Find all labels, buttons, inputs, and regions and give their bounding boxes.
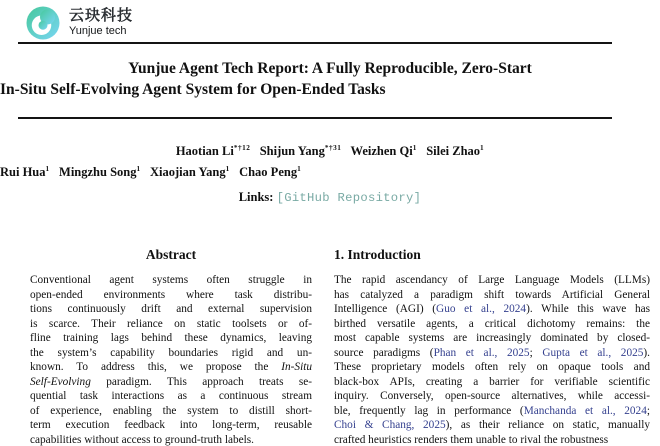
text-line [334, 288, 650, 303]
citation-link[interactable]: Gupta et al., 2025 [542, 346, 644, 359]
text-line [30, 418, 312, 433]
text-segment: These proprietary models often rely on opaque tools and [334, 361, 650, 373]
text-segment: most capable systems are increasingly dominated by closed- [334, 332, 650, 344]
text-segment: quential task interactions as a continuous stream [30, 390, 312, 402]
citation-link[interactable]: Guo et al., 2024 [436, 303, 527, 315]
text-segment [417, 144, 426, 158]
citation-link[interactable]: Manchanda et al., 2024 [523, 404, 647, 417]
links-row [0, 190, 660, 205]
text-segment: ; [529, 346, 543, 359]
text-segment: In-Situ Self-Evolving Agent System for Open-Ended Tasks [0, 81, 386, 98]
text-segment: birthed versatile agents, a critical dichotomy remains: the [334, 317, 650, 330]
text-line [334, 302, 650, 317]
text-segment: term execution feedback into long-term, reusable [30, 419, 312, 431]
text-line [334, 346, 650, 361]
introduction-paragraph [334, 273, 650, 446]
text-segment: capabilities without access to ground-truth labels. [30, 433, 254, 446]
text-segment: crafted heuristics renders them unable to rival the robustness [334, 433, 609, 446]
text-segment: Self-Evolving [30, 375, 91, 388]
text-line [0, 160, 660, 181]
text-segment: 1 [45, 165, 50, 174]
text-segment: ), as their reliance on static, manually [445, 419, 650, 431]
citation-link[interactable]: Phan et al., 2025 [433, 346, 530, 359]
brand-name-chinese: 云玦科技 [69, 7, 134, 25]
text-line [30, 317, 312, 332]
text-line [334, 273, 650, 288]
text-segment: *†31 [324, 144, 342, 152]
text-segment [341, 144, 350, 158]
text-segment: known. To address this, we propose the [30, 361, 282, 373]
citation-link[interactable]: Choi & Chang, 2025 [334, 419, 446, 431]
text-segment [50, 165, 59, 179]
text-segment: Shijun Yang [259, 144, 325, 159]
text-segment: ble, frequently lag in performance ( [334, 404, 524, 417]
text-segment: Silei Zhao [426, 144, 481, 159]
text-segment: 1 [136, 165, 141, 174]
text-segment: paradigm. This approach treats se- [90, 375, 312, 388]
yunjue-logo-icon [25, 5, 61, 41]
text-line [30, 433, 312, 446]
brand-name-english: Yunjue tech [69, 25, 127, 38]
text-segment: Chao Peng [239, 165, 298, 180]
text-segment: Haotian Li [175, 144, 234, 159]
text-line [334, 317, 650, 332]
text-segment: Conventional agent systems often struggle in [30, 274, 312, 286]
introduction-heading: 1. Introduction [334, 247, 421, 262]
links-label: Links: [238, 190, 274, 204]
text-segment: has catalyzed a paradigm shift towards Artificial General [334, 288, 650, 301]
text-segment: Rui Hua [0, 165, 46, 180]
text-line [334, 375, 650, 390]
text-line [30, 302, 312, 317]
abstract-paragraph [30, 273, 312, 446]
text-segment: Xiaojian Yang [149, 165, 226, 180]
text-line [30, 331, 312, 346]
text-segment: open-ended environments where task distribu- [30, 288, 312, 301]
text-line [334, 360, 650, 375]
text-line [334, 433, 650, 446]
text-segment: 1 [225, 165, 230, 174]
text-segment: inquiry. Conversely, open-source alternatives, while accessi- [334, 390, 650, 402]
text-line [334, 418, 650, 433]
text-segment: Weizhen Qi [350, 144, 413, 159]
text-line [0, 58, 660, 79]
text-line [30, 375, 312, 390]
text-line [30, 389, 312, 404]
text-segment: The rapid ascendancy of Large Language Models (LLMs) [334, 274, 650, 286]
text-segment [230, 165, 239, 179]
text-line [334, 331, 650, 346]
text-segment [141, 165, 150, 179]
text-segment: 1 [297, 165, 302, 174]
abstract-column [30, 246, 312, 446]
text-segment [250, 144, 259, 158]
text-segment: is scarce. Their reliance on static toolsets or of- [30, 317, 312, 330]
text-segment: 1 [412, 144, 417, 152]
text-line [30, 404, 312, 419]
text-segment: ). While this wave has [526, 303, 651, 315]
paper-title [0, 58, 660, 100]
brand-logo [25, 5, 133, 41]
text-line [334, 404, 650, 419]
text-segment: of experience, enabling the system to distill short- [30, 404, 312, 417]
text-segment: Yunjue Agent Tech Report: A Fully Reproducible, Zero-Start [128, 60, 532, 77]
text-segment: ; [646, 404, 650, 417]
text-segment: ). [643, 346, 650, 359]
text-line [30, 288, 312, 303]
text-line [30, 273, 312, 288]
text-segment: 1 [480, 144, 485, 152]
text-segment: the system’s capability boundaries rigid and un- [30, 346, 312, 359]
text-segment: Intelligence (AGI) ( [334, 303, 437, 315]
text-segment: In-Situ [281, 361, 312, 373]
author-list [0, 139, 660, 181]
text-segment: tions continuously drift and external supervision [30, 303, 312, 315]
text-line [30, 360, 312, 375]
introduction-column [334, 246, 650, 446]
text-line [30, 346, 312, 361]
text-segment: *†12 [233, 144, 251, 152]
abstract-heading: Abstract [145, 247, 197, 262]
text-segment: fline training lags behind these dynamics, leaving [30, 332, 312, 344]
github-repository-link[interactable]: [GitHub Repository] [276, 191, 422, 205]
text-segment: source paradigms ( [334, 346, 434, 359]
text-line [0, 79, 660, 100]
header-divider-top [18, 42, 612, 44]
header-divider-bottom [18, 117, 612, 119]
text-line [0, 139, 660, 160]
text-segment: Mingzhu Song [59, 165, 137, 180]
text-segment: black-box APIs, creating a barrier for verifiable scientific [334, 375, 650, 388]
text-line [334, 389, 650, 404]
